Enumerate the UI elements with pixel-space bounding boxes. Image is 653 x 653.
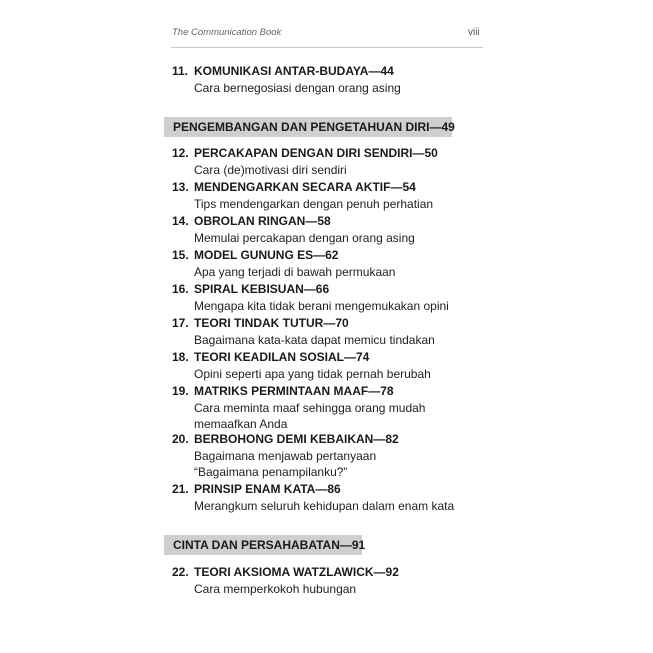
toc-entry-title-text: MODEL GUNUNG ES—62 [194, 248, 339, 262]
toc-entry [172, 145, 472, 178]
toc-entry-number: 22. [172, 565, 189, 579]
toc-entry-title [172, 145, 472, 162]
toc-entry-subtitle: “Bagaimana penampilanku?” [194, 465, 348, 479]
toc-entry [172, 213, 472, 246]
toc-entry-title-text: SPIRAL KEBISUAN—66 [194, 282, 330, 296]
toc-entry-subtitle: Bagaimana menjawab pertanyaan [194, 448, 377, 463]
toc-entry [172, 431, 472, 481]
toc-entry [172, 349, 472, 382]
toc-entry-title [172, 431, 472, 448]
toc-entry-subtitle: Cara meminta maaf sehingga orang mudah [194, 400, 426, 415]
toc-entry-title [172, 179, 472, 196]
toc-entry-title-text: TEORI KEADILAN SOSIAL—74 [194, 350, 370, 364]
toc-entry [172, 247, 472, 280]
toc-entry-title-text: BERBOHONG DEMI KEBAIKAN—82 [194, 432, 399, 446]
toc-entry-number: 21. [172, 482, 189, 496]
toc-entry-title [172, 213, 472, 230]
page-number: viii [468, 27, 480, 38]
toc-entry-subtitle: Cara bernegosiasi dengan orang asing [194, 80, 401, 95]
section-heading-love-friendship: CINTA DAN PERSAHABATAN—91 [164, 535, 362, 555]
header-rule [171, 47, 483, 48]
toc-entry-number: 12. [172, 146, 189, 160]
toc-entry-subtitle: Merangkum seluruh kehidupan dalam enam kata [194, 498, 455, 513]
toc-entry-subtitle: Mengapa kita tidak berani mengemukakan opini [194, 298, 449, 313]
toc-entry-subtitle: memaafkan Anda [194, 417, 288, 431]
toc-entry-title-text: TEORI AKSIOMA WATZLAWICK—92 [194, 565, 399, 579]
toc-entry-title-text: TEORI TINDAK TUTUR—70 [194, 316, 349, 330]
toc-entry-title [172, 281, 472, 298]
toc-entry-number: 15. [172, 248, 189, 262]
toc-entry-title [172, 315, 472, 332]
toc-entry-title-text: OBROLAN RINGAN—58 [194, 214, 331, 228]
toc-entry-number: 20. [172, 432, 189, 446]
toc-entry [172, 383, 472, 433]
toc-entry [172, 564, 472, 597]
toc-entry-title [172, 383, 472, 400]
section-heading-self-development: PENGEMBANGAN DAN PENGETAHUAN DIRI—49 [164, 117, 452, 137]
toc-entry-title-text: PRINSIP ENAM KATA—86 [194, 482, 341, 496]
running-header-title: The Communication Book [172, 27, 282, 38]
toc-entry [172, 281, 472, 314]
toc-entry-title [172, 247, 472, 264]
toc-entry [172, 481, 472, 514]
toc-entry [172, 63, 472, 96]
toc-entry-subtitle: Cara (de)motivasi diri sendiri [194, 162, 347, 177]
toc-entry-number: 16. [172, 282, 189, 296]
toc-entry-title-text: MENDENGARKAN SECARA AKTIF—54 [194, 180, 416, 194]
toc-entry-title-text: KOMUNIKASI ANTAR-BUDAYA—44 [194, 64, 394, 78]
toc-entry-number: 17. [172, 316, 189, 330]
toc-entry-title-text: MATRIKS PERMINTAAN MAAF—78 [194, 384, 394, 398]
toc-entry-subtitle: Cara memperkokoh hubungan [194, 581, 357, 596]
toc-entry-title [172, 564, 472, 581]
toc-entry [172, 179, 472, 212]
toc-entry-subtitle: Memulai percakapan dengan orang asing [194, 230, 415, 245]
toc-entry-number: 11. [172, 64, 189, 78]
toc-entry-number: 19. [172, 384, 189, 398]
toc-entry-number: 13. [172, 180, 189, 194]
toc-entry-number: 18. [172, 350, 189, 364]
toc-entry-subtitle: Tips mendengarkan dengan penuh perhatian [194, 196, 434, 211]
toc-entry-subtitle: Bagaimana kata-kata dapat memicu tindakan [194, 332, 435, 347]
toc-entry-title-text: PERCAKAPAN DENGAN DIRI SENDIRI—50 [194, 146, 438, 160]
toc-entry-title [172, 63, 472, 80]
toc-entry-subtitle: Apa yang terjadi di bawah permukaan [194, 264, 396, 279]
toc-entry-subtitle: Opini seperti apa yang tidak pernah berubah [194, 366, 431, 381]
toc-entry-title [172, 349, 472, 366]
toc-entry [172, 315, 472, 348]
toc-entry-number: 14. [172, 214, 189, 228]
toc-entry-title [172, 481, 472, 498]
